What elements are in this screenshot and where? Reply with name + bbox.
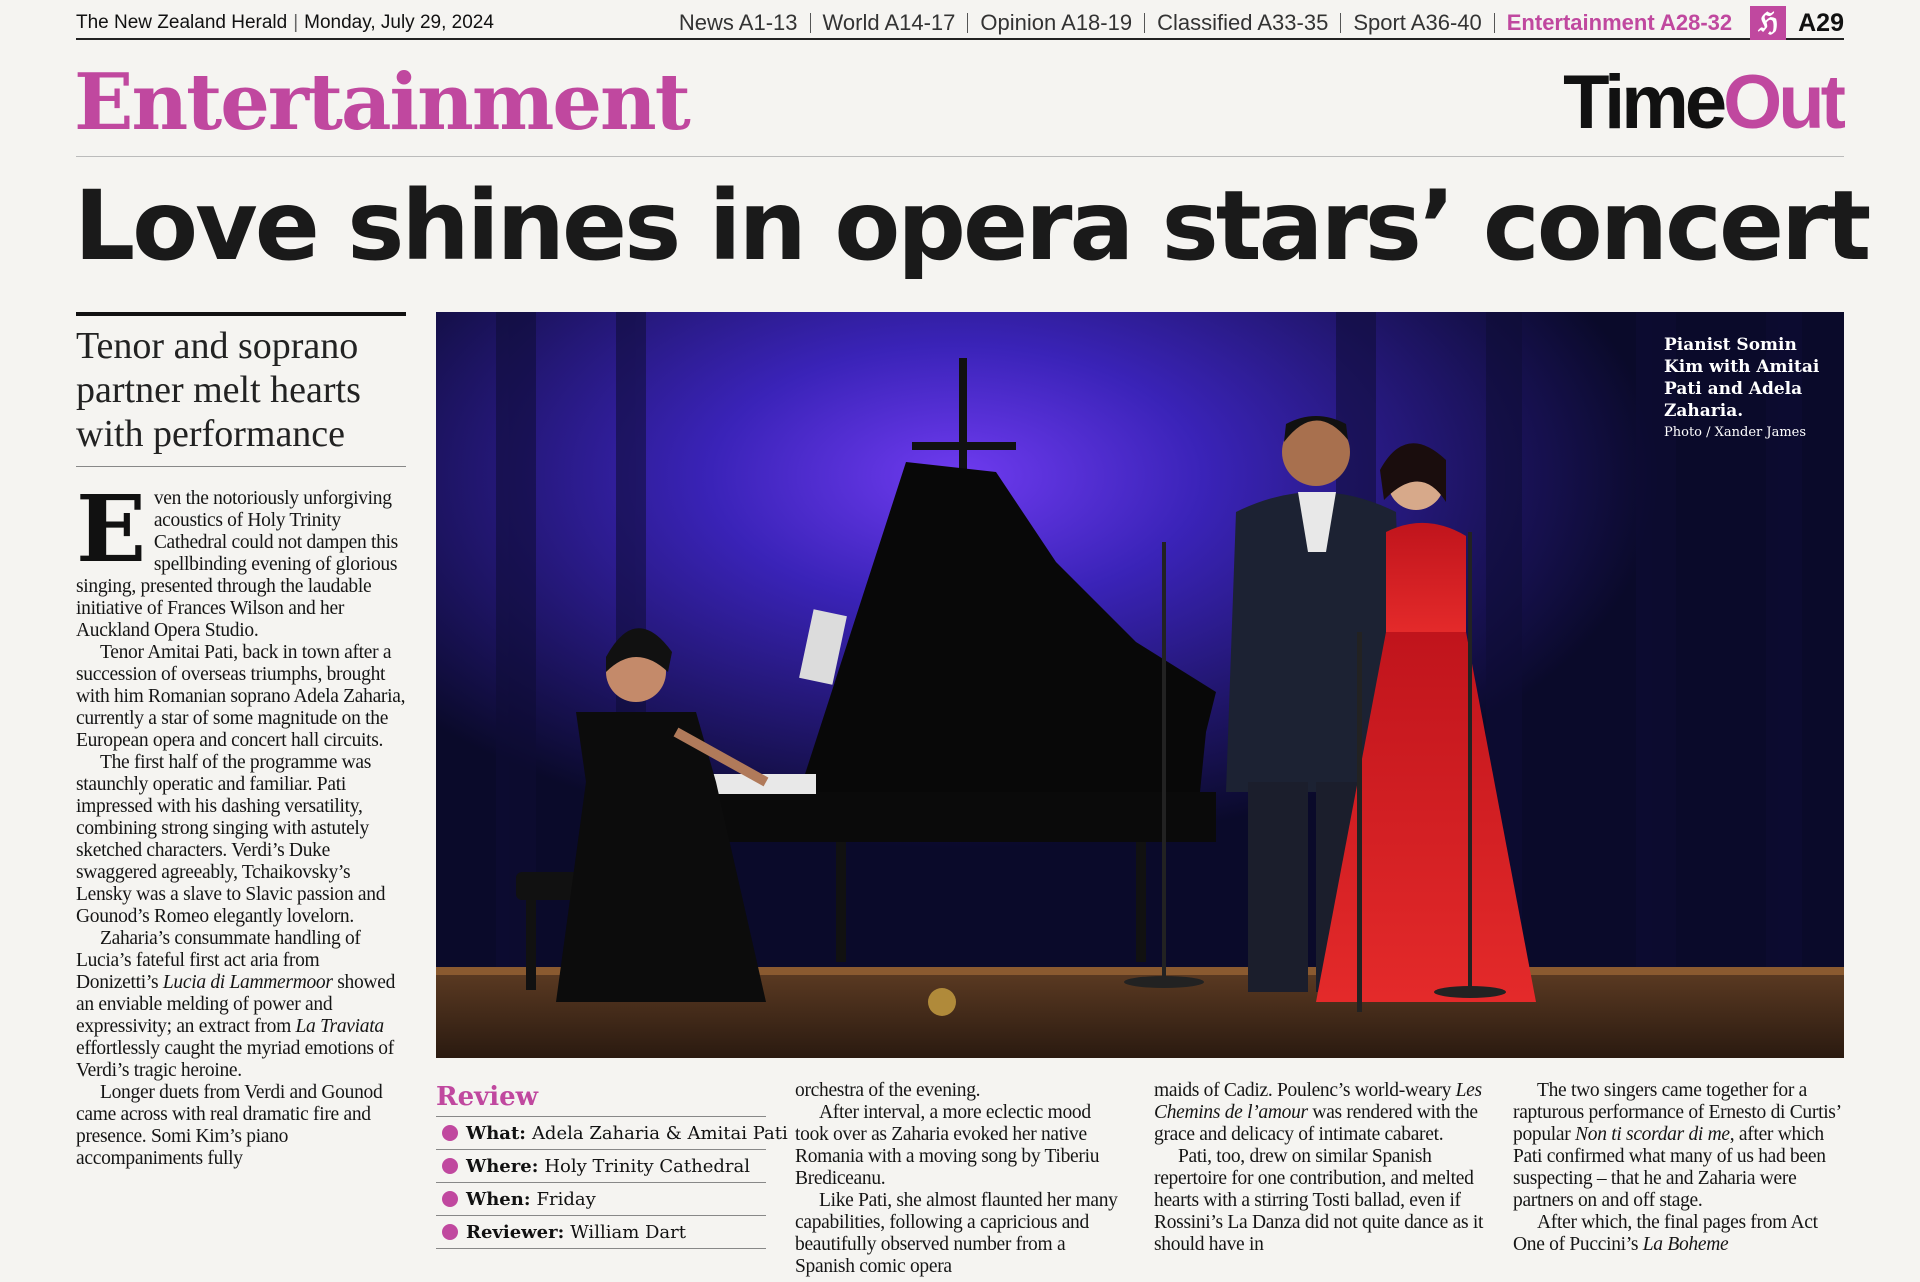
deck-rule: [76, 312, 406, 316]
c4-text-b: , after which Pati confirmed what many of us had been suspecting – that he and Zaharia were partners on and off stage.: [1513, 1124, 1826, 1211]
review-key: What:: [466, 1122, 526, 1144]
paragraph-2: Tenor Amitai Pati, back in town after a succession of overseas triumphs, brought with him Romanian soprano Adela Zaharia, currently a star of some magnitude on the European opera and concert hall circuits.: [76, 642, 406, 751]
c4-text-a: The two singers came together for a rapturous performance of Ernesto di Curtis’ popular: [1513, 1080, 1841, 1145]
nav-classified[interactable]: Classified A33-35: [1145, 13, 1341, 33]
page-number: A29: [1798, 8, 1844, 37]
c4-paragraph-1: [1513, 1080, 1843, 1212]
paragraph-1: [76, 475, 406, 642]
paragraph-1-text: ven the notoriously unforgiving acoustics of Holy Trinity Cathedral could not dampen this spellbinding evening of glorious singing, presented through the laudable initiative of Frances Wilson and her Auckland Opera Studio.: [76, 488, 398, 641]
c3-text-b: was rendered with the grace and delicacy of intimate cabaret.: [1154, 1102, 1478, 1145]
photo-credit: Photo / Xander James: [1664, 425, 1807, 440]
standfirst: Tenor and soprano partner melt hearts with performance: [76, 325, 361, 455]
review-key: Where:: [466, 1155, 539, 1177]
review-box: [436, 1080, 788, 1249]
c3-paragraph-1: Pati, too, drew on similar Spanish repertoire for one contribution, and melted hearts with a stirring Tosti ballad, even if Rossini’s La Danza did not quite dance as it should have in: [1154, 1146, 1484, 1255]
bullet-icon: [442, 1191, 458, 1207]
review-row-what: [436, 1117, 788, 1150]
issue-date: Monday, July 29, 2024: [304, 12, 494, 33]
article-column-1: [76, 475, 406, 1170]
c4-paragraph-2: [1513, 1212, 1843, 1256]
review-row-when: [436, 1183, 766, 1216]
review-value: Adela Zaharia & Amitai Pati: [531, 1122, 788, 1144]
article-column-2: [795, 1080, 1125, 1278]
article-column-4: [1513, 1080, 1843, 1256]
review-key: Reviewer:: [466, 1221, 565, 1243]
review-row-reviewer: [436, 1216, 766, 1249]
paragraph-3: The first half of the programme was staunchly operatic and familiar. Pati impressed with his dashing versatility, combining strong singing with astutely sketched characters. Verdi’s Duke swaggered agreeably, Tchaikovsky’s Lensky was a slave to Slavic passion and Gounod’s Romeo elegantly lovelorn.: [76, 752, 386, 927]
c2-paragraph-1: After interval, a more eclectic mood took over as Zaharia evoked her native Romania with a moving song by Tiberiu Brediceanu.: [795, 1102, 1100, 1189]
section-index: [667, 8, 1844, 38]
c2-paragraph-0: orchestra of the evening.: [795, 1080, 981, 1101]
caption-text: Pianist Somin Kim with Amitai Pati and Adela Zaharia.: [1664, 335, 1820, 421]
review-value: William Dart: [570, 1221, 686, 1243]
p4-text-a: Zaharia’s consummate handling of Lucia’s fateful first act aria from Donizetti’s: [76, 928, 361, 993]
timeout-brand-time: Time: [1563, 60, 1724, 145]
c3-paragraph-0: [1154, 1080, 1484, 1146]
headline: Love shines in opera stars’ concert: [74, 170, 1869, 282]
photo-caption: [1664, 334, 1834, 442]
review-value: Holy Trinity Cathedral: [544, 1155, 750, 1177]
c2-paragraph-2: Like Pati, she almost flaunted her many capabilities, following a capricious and beautifully observed number from a Spanish comic opera: [795, 1190, 1118, 1277]
p4-title-traviata: La Traviata: [295, 1016, 384, 1037]
bullet-icon: [442, 1125, 458, 1141]
nz-herald-logo-icon: ℌ: [1750, 6, 1786, 40]
nav-news[interactable]: News A1-13: [667, 13, 811, 33]
nav-opinion[interactable]: Opinion A18-19: [968, 13, 1145, 33]
c4-text-c: After which, the final pages from Act One of Puccini’s: [1513, 1212, 1818, 1255]
bullet-icon: [442, 1158, 458, 1174]
drop-cap: E: [76, 475, 146, 583]
deck-divider: [76, 466, 406, 467]
paragraph-5: Longer duets from Verdi and Gounod came across with real dramatic fire and presence. Somi Kim’s piano accompaniments fully: [76, 1082, 383, 1169]
c3-title-poulenc: Les Chemins de l’amour: [1154, 1080, 1482, 1123]
c4-title-boheme: La Boheme: [1642, 1234, 1729, 1255]
folio-separator: |: [293, 12, 299, 33]
article-column-3: [1154, 1080, 1484, 1256]
nav-world[interactable]: World A14-17: [811, 13, 969, 33]
review-row-where: [436, 1150, 766, 1183]
review-key: When:: [466, 1188, 531, 1210]
p4-title-lucia: Lucia di Lammermoor: [162, 972, 333, 993]
timeout-brand: [1563, 60, 1842, 146]
concert-photo: [436, 312, 1844, 1058]
c4-title-curtis: Non ti scordar di me: [1575, 1124, 1730, 1145]
nav-entertainment[interactable]: Entertainment A28-32: [1506, 10, 1733, 35]
section-title: Entertainment: [74, 57, 689, 148]
header-divider: [76, 156, 1844, 157]
review-value: Friday: [536, 1188, 596, 1210]
nav-sport[interactable]: Sport A36-40: [1341, 13, 1494, 33]
p4-text-b: showed an enviable melding of power and expressivity; an extract from: [76, 972, 396, 1037]
paper-name: The New Zealand Herald: [76, 12, 288, 33]
paragraph-4: [76, 928, 406, 1082]
concert-photo-illustration: [436, 312, 1844, 1058]
c3-text-a: maids of Cadiz. Poulenc’s world-weary: [1154, 1080, 1456, 1101]
p4-text-c: effortlessly caught the myriad emotions of Verdi’s tragic heroine.: [76, 1038, 394, 1081]
folio-bar: [76, 8, 1844, 40]
bullet-icon: [442, 1224, 458, 1240]
timeout-brand-out: Out: [1723, 60, 1842, 145]
folio-info: [76, 12, 494, 34]
review-title: Review: [436, 1080, 766, 1117]
